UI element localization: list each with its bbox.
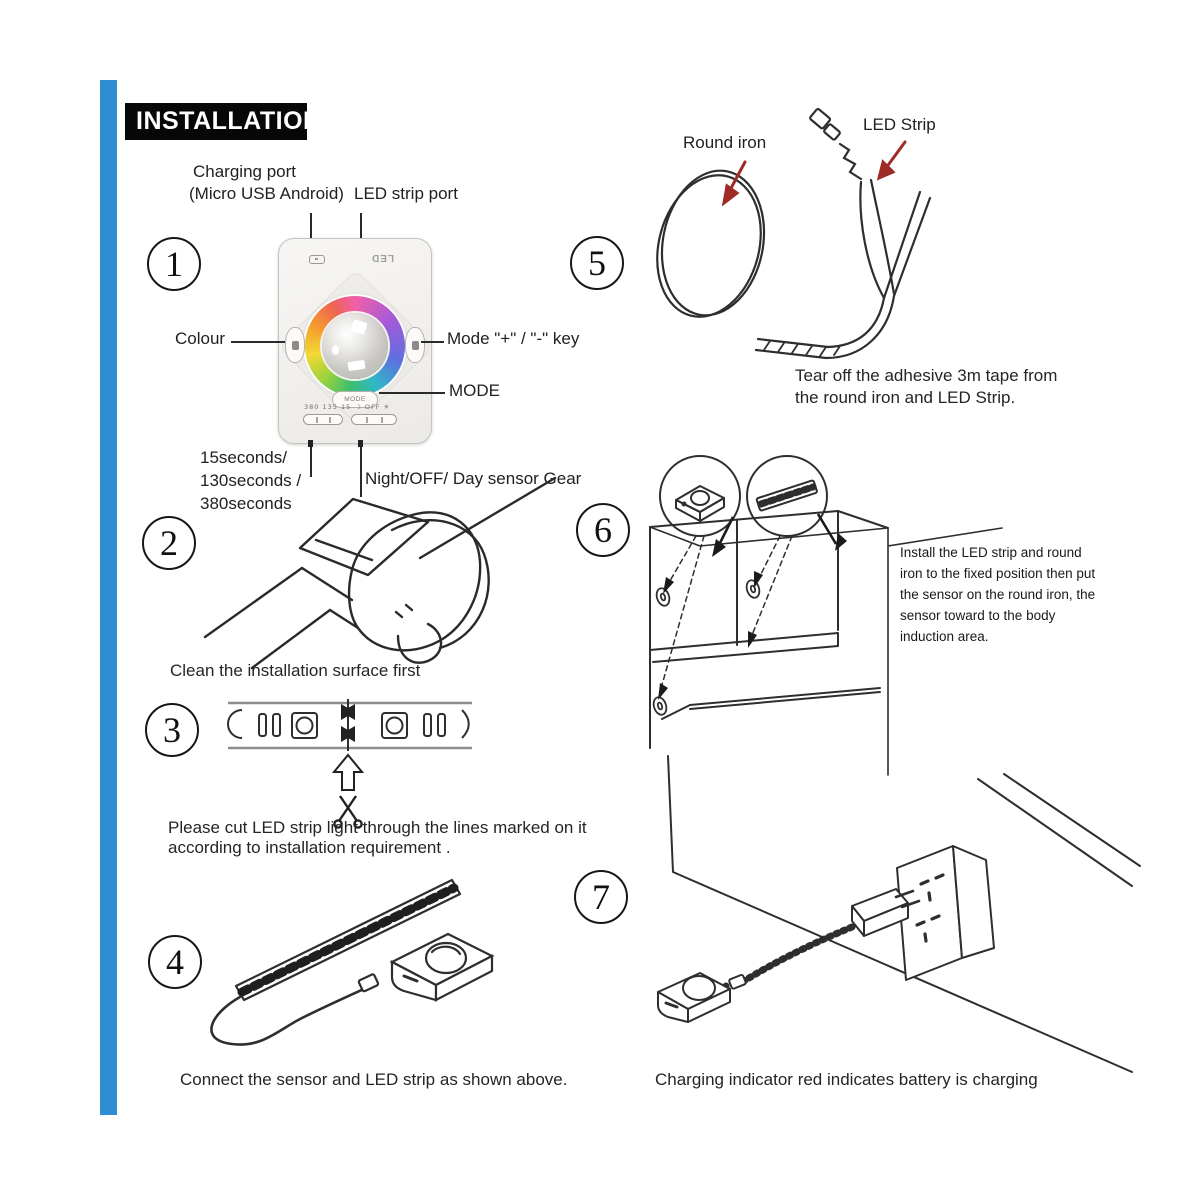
timer-slider: [303, 414, 343, 425]
led-partial-left: [228, 710, 242, 738]
arm-line: [205, 568, 302, 637]
shelf: [650, 633, 838, 662]
arm-line: [252, 610, 330, 668]
step-2-caption: Clean the installation surface first: [170, 661, 421, 680]
mode-button: MODE: [332, 391, 378, 408]
component: [438, 714, 445, 736]
sensor-switch-marking: ☽ OFF ☀: [355, 403, 391, 411]
component: [259, 714, 266, 736]
sensor-mode-slider: [351, 414, 397, 425]
step-5-caption-line-2: the round iron and LED Strip.: [795, 388, 1016, 407]
led-chip-lens: [297, 718, 313, 734]
component: [424, 714, 431, 736]
dome-highlight: [332, 345, 339, 355]
step-7-caption: Charging indicator red indicates battery is charging: [655, 1070, 1038, 1089]
step-6-number: 6: [576, 503, 630, 557]
shelf-edge-lines: [978, 774, 1140, 886]
twisted-wire: [840, 144, 861, 179]
surface-edge-line: [420, 478, 555, 558]
step-2-number: 2: [142, 516, 196, 570]
timer-label-3: 380seconds: [200, 494, 292, 513]
cable-connector: [358, 974, 378, 992]
step-4-number: 4: [148, 935, 202, 989]
cable-plug: [729, 974, 747, 989]
led-strip-label: LED Strip: [863, 115, 936, 134]
timer-label-2: 130seconds /: [200, 471, 302, 490]
sensor-unit: [658, 973, 730, 1022]
led-chip-lens: [387, 718, 403, 734]
leader-arrowheads: [658, 533, 847, 700]
step-5-illustration-round-iron-and-strip: [640, 105, 980, 365]
step-3-number: 3: [145, 703, 199, 757]
led-strip-port-label: LED strip port: [354, 184, 458, 203]
step-3-caption-line-1: Please cut LED strip light through the lines marked on it: [168, 818, 587, 837]
timer-switch-stem: [308, 440, 313, 447]
dome-highlight: [350, 319, 367, 335]
mode-label: MODE: [449, 381, 500, 400]
sensor-switch-stem: [358, 440, 363, 447]
step-5-caption-line-1: Tear off the adhesive 3m tape from: [795, 366, 1058, 385]
mode-leader-line: [379, 392, 445, 394]
led-partial-right: [462, 710, 469, 738]
led-strip-arrowhead: [879, 162, 893, 178]
wall-socket: [897, 846, 994, 980]
charging-port-sublabel: (Micro USB Android): [189, 184, 344, 203]
usb-port-icon: [309, 255, 325, 264]
round-iron-label: Round iron: [683, 133, 767, 152]
leader-lines: [660, 536, 792, 692]
step-3-illustration-led-strip-cut: [220, 695, 480, 835]
step-6-caption: Install the LED strip and round iron to the fixed position then put the sensor on the round iron, the sensor toward to the body induction area.: [900, 545, 1096, 644]
round-iron-arrowhead: [724, 186, 737, 203]
callout-circle-sensor: [660, 456, 740, 536]
pir-sensor-dome: [322, 313, 388, 379]
knuckle-marks: [396, 605, 412, 617]
step-4-caption: Connect the sensor and LED strip as shown above.: [180, 1070, 568, 1089]
timer-switch-marking: 380 135 15: [304, 403, 352, 411]
colour-label: Colour: [175, 329, 226, 348]
connection-cable: [211, 988, 366, 1045]
mode-plus-minus-button: [405, 327, 425, 363]
colour-button: [285, 327, 305, 363]
step-7-number: 7: [574, 870, 628, 924]
colour-leader-line: [231, 341, 285, 343]
step-3-caption-line-2: according to installation requirement .: [168, 838, 451, 857]
led-strip-arrow: [886, 142, 905, 168]
mode-key-leader-line: [421, 341, 444, 343]
mode-key-label: Mode "+" / "-" key: [447, 329, 580, 348]
step-5-number: 5: [570, 236, 624, 290]
dome-highlight: [347, 360, 365, 371]
arrow-up-icon: [334, 755, 362, 790]
charging-port-leader-line: [310, 213, 312, 238]
left-accent-bar: [100, 80, 117, 1115]
step-2-illustration-hand-wiping: [195, 468, 575, 668]
charging-port-label: Charging port: [193, 162, 297, 181]
page-title: INSTALLATION: [125, 103, 307, 140]
timer-label-1: 15seconds/: [200, 448, 287, 467]
sensor-gear-label: Night/OFF/ Day sensor Gear: [365, 469, 582, 488]
colour-wheel: [305, 296, 405, 396]
step-4-illustration-strip-and-sensor: [205, 865, 505, 1055]
led-strip-port-leader-line: [360, 213, 362, 238]
charge-cable-hatching: [744, 927, 852, 981]
controller-device: [278, 238, 432, 444]
step-7-illustration-charging: [630, 748, 1150, 1078]
cloth: [300, 499, 428, 575]
step-1-number: 1: [147, 237, 201, 291]
led-port-marking: LED: [371, 252, 394, 263]
hanging-rod: [662, 688, 880, 719]
component: [273, 714, 280, 736]
